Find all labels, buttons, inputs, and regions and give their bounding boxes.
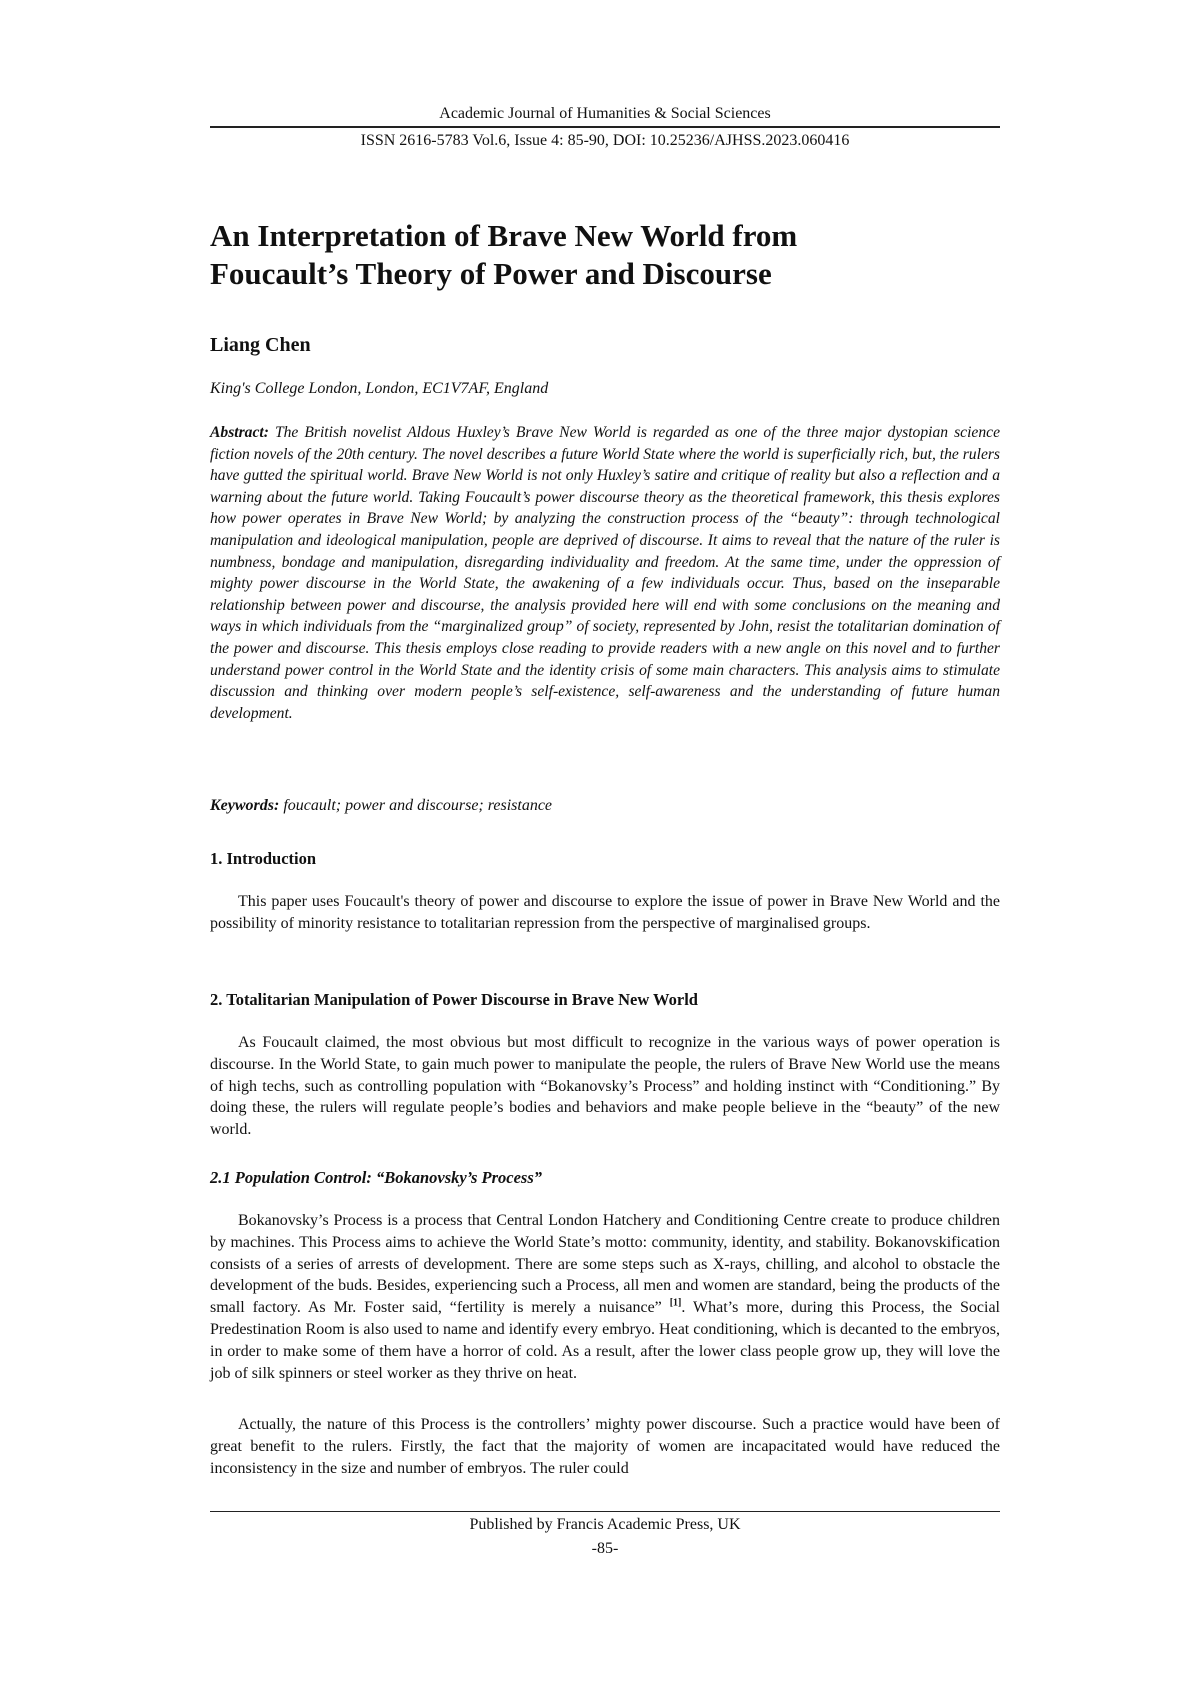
journal-name: Academic Journal of Humanities & Social Sciences [439,105,771,122]
subsection-heading-population-control: 2.1 Population Control: “Bokanovsky’s Process” [210,1168,543,1187]
author-affiliation: King's College London, London, EC1V7AF, England [210,380,549,397]
issn-doi-line: ISSN 2616-5783 Vol.6, Issue 4: 85-90, DOI: 10.25236/AJHSS.2023.060416 [360,132,850,149]
header-rule [210,126,1000,128]
section-2-paragraph: As Foucault claimed, the most obvious but most difficult to recognize in the various ways of power operation is discourse. In the World State, to gain much power to manipulate the people, the rulers of Brave New World use the means of high techs, such as controlling population with “Bokanovsky’s Process” and holding instinct with “Conditioning.” By doing these, the rulers will regulate people’s bodies and behaviors and make people believe in the “beauty” of the new world. [210,1034,1000,1139]
author-name: Liang Chen [210,334,311,356]
footer-rule [210,1511,1000,1512]
section-2-1-paragraph-1 [210,1210,1000,1384]
abstract-label: Abstract: [210,424,269,441]
section-heading-totalitarian-manipulation: 2. Totalitarian Manipulation of Power Discourse in Brave New World [210,990,698,1009]
keywords [210,796,1000,816]
abstract [210,422,1000,724]
section-heading-introduction: 1. Introduction [210,849,317,868]
paragraph-text-part-1: Bokanovsky’s Process is a process that Central London Hatchery and Conditioning Centre create to produce children by machines. This Process aims to achieve the World State’s motto: community, identity, and stability. Bokanovskification consists of a series of arrests of development. There are some steps such as X-rays, chilling, and alcohol to obstacle the development of the buds. Besides, experiencing such a Process, all men and women are standard, being the products of the small factory. As Mr. Foster said, “fertility is merely a nuisance” [210,1212,1000,1317]
footer-publisher: Published by Francis Academic Press, UK [469,1516,741,1533]
keywords-label: Keywords: [210,797,280,814]
introduction-paragraph: This paper uses Foucault's theory of power and discourse to explore the issue of power in Brave New World and the possibility of minority resistance to totalitarian repression from the perspective of marginalised groups. [210,893,1000,932]
paper-page [210,0,1000,1696]
paragraph-text-part-2: . What’s more, during this Process, the Social Predestination Room is also used to name and identify every embryo. Heat conditioning, which is decanted to the embryos, in order to make some of them have a horror of cold. As a result, after the lower class people grow up, they will love the job of silk spinners or steel worker as they thrive on heat. [210,1299,1000,1382]
title-line-2: Foucault’s Theory of Power and Discourse [210,256,772,291]
keywords-text: foucault; power and discourse; resistance [279,797,553,814]
page-number: -85- [591,1540,619,1557]
abstract-text: The British novelist Aldous Huxley’s Brave New World is regarded as one of the three major dystopian science fiction novels of the 20th century. The novel describes a future World State where the world is superficially rich, but, the rulers have gutted the spiritual world. Brave New World is not only Huxley’s satire and critique of reality but also a reflection and a warning about the future world. Taking Foucault’s power discourse theory as the theoretical framework, this thesis explores how power operates in Brave New World; by analyzing the construction process of the “beauty”: through technological manipulation and ideological manipulation, people are deprived of discourse. It aims to reveal that the nature of the ruler is numbness, bondage and manipulation, disregarding individuality and freedom. At the same time, under the oppression of mighty power discourse in the World State, the awakening of a few individuals occur. Thus, based on the inseparable relationship between power and discourse, the analysis provided here will end with some conclusions on the meaning and ways in which individuals from the “marginalized group” of society, represented by John, resist the totalitarian domination of the power and discourse. This thesis employs close reading to provide readers with a new angle on this novel and to further understand power control in the World State and the identity crisis of some main characters. This analysis aims to stimulate discussion and thinking over modern people’s self-existence, self-awareness and the understanding of future human development. [210,424,1000,722]
section-2-1-paragraph-2: Actually, the nature of this Process is the controllers’ mighty power discourse. Such a practice would have been of great benefit to the rulers. Firstly, the fact that the majority of women are incapacitated would have reduced the inconsistency in the size and number of embryos. The ruler could [210,1416,1000,1477]
citation-1[interactable]: [1] [669,1297,682,1309]
paper-title [210,217,1000,293]
title-line-1: An Interpretation of Brave New World from [210,218,798,253]
